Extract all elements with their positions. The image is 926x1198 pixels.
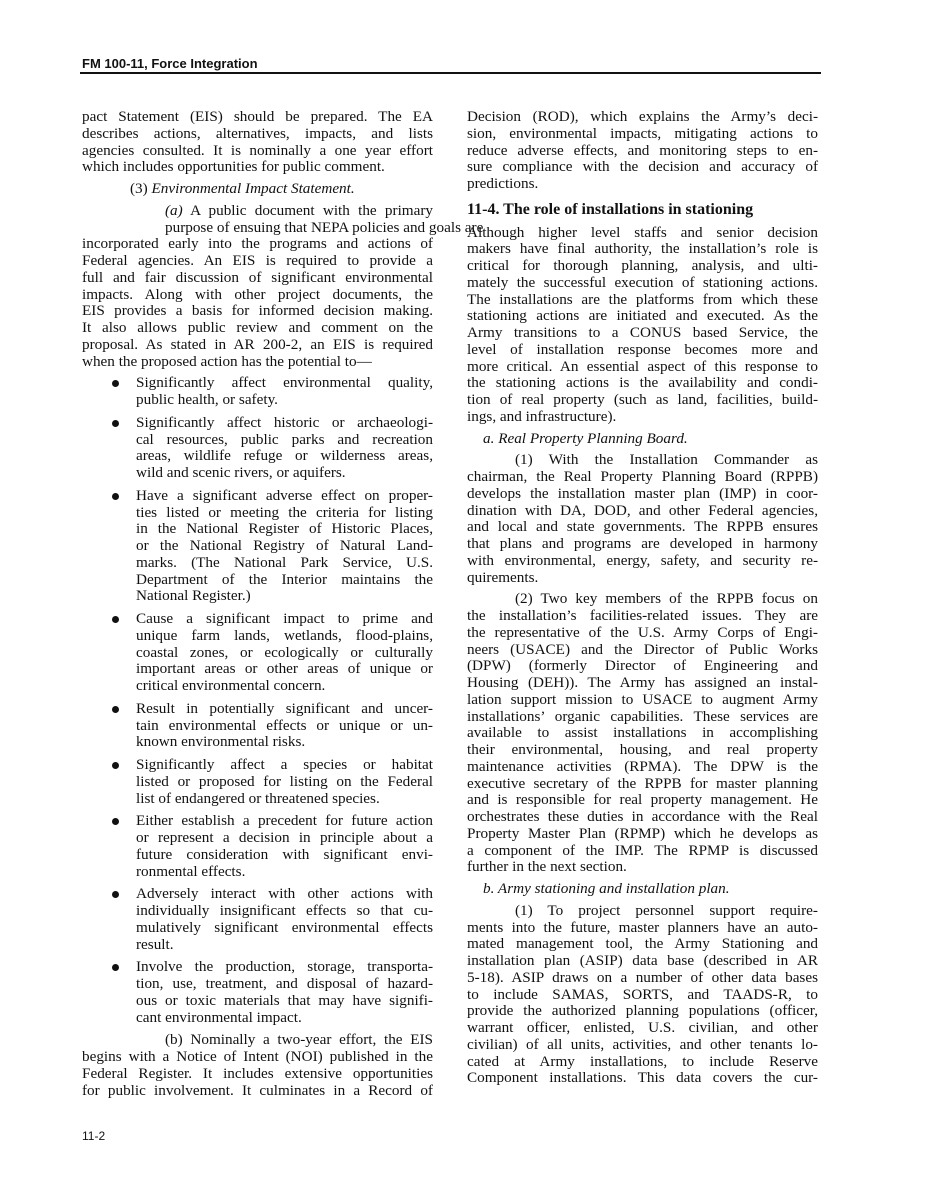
text-line: cated at Army installations, to include Reserve [467, 1052, 818, 1070]
paragraph-a2 [467, 591, 818, 876]
bullet-item [82, 886, 433, 953]
bullet-icon [112, 380, 119, 387]
paragraph-rod [467, 109, 818, 193]
text-line: develops the installation master plan (IMP) in coor- [467, 484, 818, 502]
text-line: (1) To project personnel support require- [515, 901, 818, 919]
text-line: The installations are the platforms from which these [467, 290, 818, 308]
text-line: Adversely interact with other actions with [136, 885, 433, 903]
text-line: Federal agencies. An EIS is required to provide a [82, 252, 433, 269]
text-line: predictions. [467, 175, 539, 192]
bullet-item [82, 375, 433, 409]
text-line: dination with DA, DOD, and other Federal agencies, [467, 501, 818, 519]
text-line: purpose of ensuing that NEPA policies and goals are [165, 218, 484, 236]
text-line: Department of the Interior maintains the [136, 570, 433, 588]
text-line: Cause a significant impact to prime and [136, 610, 433, 627]
text-line: and is responsible for real property management. He [467, 791, 818, 809]
text-line: installation plan (ASIP) data base (described in AR [467, 952, 818, 969]
paragraph-b1 [467, 903, 818, 1087]
text-line: incorporated early into the programs and actions of [82, 235, 433, 253]
text-line: wild and scenic rivers, or aquifers. [136, 464, 346, 481]
section-heading-eis [82, 181, 433, 198]
text-line: Although higher level staffs and senior decision [467, 223, 818, 241]
text-line: the installation’s facilities-related issues. They are [467, 607, 818, 624]
text-line: areas, wildlife refuge or wilderness areas, [136, 447, 433, 465]
text-line: known environmental risks. [136, 733, 306, 751]
bullet-icon [112, 891, 119, 898]
paragraph-a1 [467, 452, 818, 586]
text-line: or represent a decision in principle about a [136, 829, 433, 846]
text-line: Significantly affect environmental quality, [136, 374, 433, 392]
text-line: sure compliance with the decision and accuracy of [467, 158, 818, 176]
text-line: mately the successful execution of stationing actions. [467, 273, 818, 291]
text-line: Property Master Plan (RPMP) which he develops as [467, 824, 818, 842]
text-line: for public involvement. It culminates in a Record of [82, 1081, 433, 1099]
text-line: Federal Register. It includes extensive opportunities [82, 1064, 433, 1082]
bullet-icon [112, 616, 119, 623]
text-line: pact Statement (EIS) should be prepared. The EA [82, 108, 433, 125]
text-line: ties listed or meeting the criteria for listing [136, 503, 433, 521]
text-line: neers (USACE) and the Director of Public Works [467, 640, 818, 658]
text-line: reduce adverse effects, and monitoring steps to en- [467, 141, 818, 159]
text-line: in the National Register of Historic Places, [136, 520, 433, 538]
bullet-icon [112, 706, 119, 713]
bullet-item [82, 701, 433, 751]
text-line: executive secretary of the RPPB for master planning [467, 774, 818, 792]
text-line: list of endangered or threatened species. [136, 789, 380, 807]
text-line: full and fair discussion of significant environmental [82, 268, 433, 286]
subheading-b: b. Army stationing and installation plan. [483, 880, 730, 897]
text-line: proposal. As stated in AR 200-2, an EIS is required [82, 335, 433, 353]
text-line: Component installations. This data covers the cur- [467, 1069, 818, 1087]
text-line: provide the authorized planning populations (officer, [467, 1002, 818, 1020]
bullet-item [82, 959, 433, 1026]
right-column [467, 109, 818, 1092]
text-line: or the National Registry of Natural Land- [136, 537, 433, 554]
bullet-item [82, 757, 433, 807]
left-column [82, 108, 484, 1104]
line-text: A public document with the primary [190, 201, 433, 219]
bullet-item [82, 415, 433, 482]
bullet-item [82, 611, 433, 695]
section-heading-11-4: 11-4. The role of installations in stationing [467, 200, 754, 218]
text-line: sion, environmental impacts, mitigating actions to [467, 124, 818, 142]
bullet-icon [112, 493, 119, 500]
text-line [82, 203, 433, 220]
paragraph-installations-role [467, 225, 818, 426]
bullet-list [82, 375, 433, 1026]
text-line: Significantly affect a species or habitat [136, 756, 433, 773]
bullet-icon [112, 964, 119, 971]
text-line: lation support mission to USACE to augment Army [467, 690, 818, 708]
text-line: available to assist installations in accomplishing [467, 724, 818, 742]
text-line: (1) With the Installation Commander as [515, 451, 818, 469]
text-line: public health, or safety. [136, 391, 278, 408]
text-line: Housing (DEH)). The Army has assigned an instal- [467, 674, 818, 691]
paragraph-label: (a) [165, 201, 183, 219]
section-number: (3) [130, 180, 148, 197]
text-line: a component of the IMP. The RPMP is discussed [467, 841, 818, 859]
text-line: tion, use, treatment, and disposal of hazard- [136, 975, 433, 992]
bullet-icon [112, 762, 119, 769]
text-line: quirements. [467, 568, 539, 586]
text-line: result. [136, 935, 174, 953]
text-line: critical for thorough planning, analysis, and ulti- [467, 257, 818, 274]
text-line: when the proposed action has the potential to— [82, 352, 372, 370]
text-line: 5-18). ASIP draws on a number of other data bases [467, 968, 818, 986]
text-line: ments into the future, master planners have an auto- [467, 918, 818, 936]
text-line: level of installation response becomes more and [467, 340, 818, 358]
page-number: 11-2 [82, 1129, 106, 1143]
bullet-icon [112, 818, 119, 825]
text-line: their environmental, housing, and real property [467, 741, 818, 758]
text-line: marks. (The National Park Service, U.S. [136, 553, 433, 571]
text-line: begins with a Notice of Intent (NOI) published in the [82, 1048, 433, 1065]
text-line: future consideration with significant envi- [136, 845, 433, 863]
text-line: impacts. Along with other project documents, the [82, 285, 433, 303]
text-line: Result in potentially significant and uncer- [136, 699, 433, 717]
text-line: more critical. An essential aspect of this response to [467, 357, 818, 375]
bullet-item [82, 488, 433, 605]
text-line: agencies consulted. It is nominally a one year effort [82, 141, 433, 159]
text-line: ings, and infrastructure). [467, 407, 617, 425]
text-line: mulatively significant environmental effects [136, 918, 433, 936]
text-line: describes actions, alternatives, impacts, and lists [82, 124, 433, 142]
text-line: It also allows public review and comment on the [82, 319, 433, 336]
text-line: (DPW) (formerly Director of Engineering and [467, 657, 818, 675]
text-line: Have a significant adverse effect on proper- [136, 486, 433, 504]
text-line: ronmental effects. [136, 862, 246, 880]
text-line: National Register.) [136, 587, 251, 605]
text-line: that plans and programs are developed in harmony [467, 535, 818, 552]
text-line: chairman, the Real Property Planning Board (RPPB) [467, 468, 818, 485]
text-line: with environmental, energy, safety, and security re- [467, 551, 818, 569]
header-rule [80, 72, 821, 74]
text-line: and local and state governments. The RPPB ensures [467, 518, 818, 536]
text-line: ous or toxic materials that may have signifi- [136, 991, 433, 1009]
text-line: the representative of the U.S. Army Corps of Engi- [467, 623, 818, 641]
text-line: orchestrates these duties in accordance with the Real [467, 808, 818, 825]
text-line: stationing actions are initiated and executed. As the [467, 307, 818, 325]
paragraph-b [82, 1032, 433, 1099]
text-line: maintenance activities (RPMA). The DPW is the [467, 757, 818, 775]
text-line: further in the next section. [467, 858, 627, 876]
text-line: Army transitions to a CONUS based Service, the [467, 324, 818, 341]
text-line: Significantly affect historic or archaeologi- [136, 413, 433, 431]
text-line: mated management tool, the Army Stationing and [467, 935, 818, 953]
text-line: tion of real property (such as land, facilities, build- [467, 391, 818, 408]
text-line: warrant officer, enlisted, U.S. civilian, and other [467, 1019, 818, 1036]
text-line: critical environmental concern. [136, 677, 326, 694]
text-line: which includes opportunities for public comment. [82, 158, 385, 176]
text-line: the stationing actions is the availability and condi- [467, 374, 818, 392]
subheading-a: a. Real Property Planning Board. [483, 429, 688, 447]
text-line: (b) Nominally a two-year effort, the EIS [165, 1031, 433, 1049]
text-line: cant environmental impact. [136, 1008, 302, 1026]
text-line: Decision (ROD), which explains the Army’s deci- [467, 108, 818, 125]
text-line: listed or proposed for listing on the Federal [136, 772, 433, 790]
running-header: FM 100-11, Force Integration [82, 56, 258, 71]
text-line: EIS provides a basis for informed decision making. [82, 302, 433, 320]
paragraph-ea-end [82, 109, 433, 176]
text-line: individually insignificant effects so that cu- [136, 902, 433, 919]
text-line: civilian) of all units, activities, and other tenants lo- [467, 1035, 818, 1053]
text-line: (2) Two key members of the RPPB focus on [515, 590, 818, 608]
text-line: cal resources, public parks and recreation [136, 430, 433, 448]
section-title: Environmental Impact Statement. [151, 180, 355, 197]
text-line: Either establish a precedent for future action [136, 812, 433, 830]
text-line: important areas or other areas of unique or [136, 660, 433, 678]
text-line: coastal zones, or ecologically or culturally [136, 643, 433, 661]
text-line: tain environmental effects or unique or un- [136, 716, 433, 734]
paragraph-a-body [82, 218, 484, 371]
text-line: unique farm lands, wetlands, flood-plains, [136, 626, 433, 644]
text-line: Involve the production, storage, transporta- [136, 958, 433, 976]
text-line: to include SAMAS, SORTS, and TAADS-R, to [467, 985, 818, 1003]
text-line: makers have final authority, the installation’s role is [467, 240, 818, 258]
text-line: installations’ organic capabilities. These services are [467, 707, 818, 725]
bullet-icon [112, 420, 119, 427]
bullet-item [82, 813, 433, 880]
paragraph-a [82, 201, 484, 371]
